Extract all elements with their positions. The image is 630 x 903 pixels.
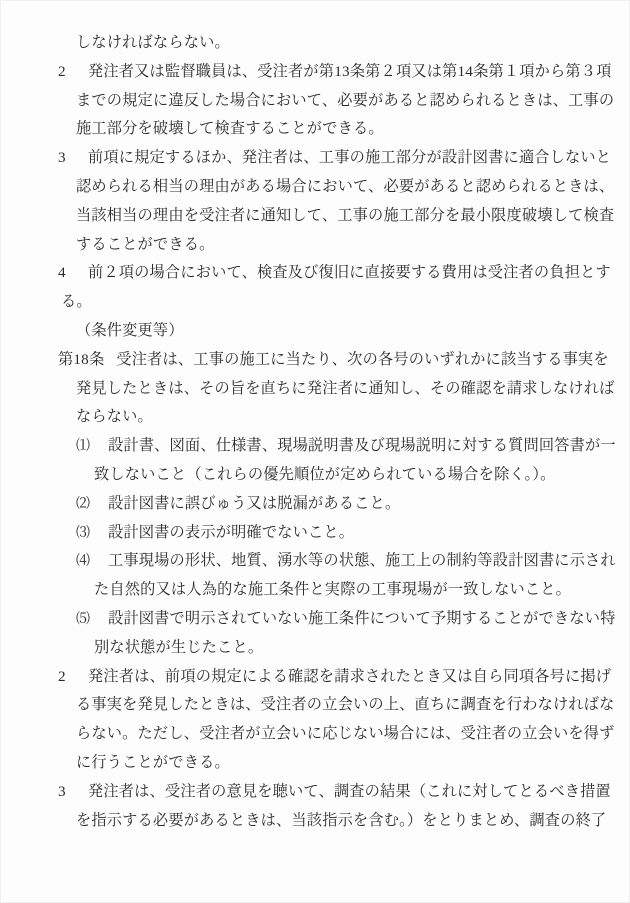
list-item (1, 547, 630, 576)
article-label: 第18条 (58, 350, 105, 368)
paragraph-line: を指示する必要があるときは、当該指示を含む。）をとりまとめ、調査の終了 (76, 811, 607, 829)
list-item-line: た自然的又は人為的な施工条件と実際の工事現場が一致しないこと。 (94, 581, 572, 599)
paragraph-marker-line (1, 259, 630, 288)
list-item (1, 490, 630, 519)
list-item-line: 別な状態が生じたこと。 (94, 638, 264, 656)
paragraph-number: 2 (58, 62, 66, 80)
paragraph-marker-line (1, 144, 630, 173)
article-line: 発見したときは、その旨を直ちに発注者に通知し、その確認を請求しなければ (76, 379, 615, 397)
list-item-line: 致しないこと（これらの優先順位が定められている場合を除く。）。 (94, 465, 556, 483)
list-item-marker: ⑷ (76, 554, 91, 570)
list-item-text: 工事現場の形状、地質、湧水等の状態、施工上の制約等設計図書に示され (108, 552, 616, 570)
list-item-text: 設計図書に誤びゅう又は脱漏があること。 (108, 494, 401, 512)
list-item-text: 設計図書の表示が明確でないこと。 (108, 523, 355, 541)
paragraph-line: 認められる相当の理由がある場合において、必要があると認められるときは、 (76, 177, 615, 195)
list-item-marker: ⑸ (76, 611, 91, 627)
paragraph-marker-line (1, 778, 630, 807)
paragraph-number: 3 (58, 782, 66, 800)
paragraph-number: 3 (58, 149, 66, 167)
paragraph-number: 2 (58, 667, 66, 685)
paragraph-marker-line (1, 58, 630, 87)
paragraph-text: 発注者は、前項の規定による確認を請求されたとき又は自ら同項各号に掲げ (88, 667, 612, 685)
list-item-marker: ⑶ (76, 525, 91, 541)
document-body (1, 29, 630, 835)
list-item (1, 432, 630, 461)
list-item-text: 設計書、図面、仕様書、現場説明書及び現場説明に対する質問回答書が一 (108, 437, 616, 455)
list-item-text: 設計図書で明示されていない施工条件について予期することができない特 (108, 609, 616, 627)
article-text: 受注者は、工事の施工に当たり、次の各号のいずれかに該当する事実を (116, 350, 609, 368)
article-line: ならない。 (76, 408, 153, 426)
list-item (1, 519, 630, 548)
paragraph-hanging-line: る。 (61, 293, 92, 311)
paragraph-line: することができる。 (76, 235, 215, 253)
paragraph-marker-line (1, 663, 630, 692)
carryover-line: しなければならない。 (76, 34, 230, 51)
paragraph-line: る事実を発見したときは、受注者の立会いの上、直ちに調査を行わなければな (76, 696, 615, 714)
paragraph-line: までの規定に違反した場合において、必要があると認められるときは、工事の (76, 91, 615, 109)
paragraph-number: 4 (58, 264, 66, 282)
list-item-marker: ⑵ (76, 496, 91, 512)
paragraph-line: 施工部分を破壊して検査することができる。 (76, 120, 384, 138)
section-heading: （条件変更等） (76, 321, 184, 339)
article-heading-line (1, 346, 630, 375)
paragraph-line: らない。ただし、受注者が立会いに応じない場合には、受注者の立会いを得ず (76, 725, 615, 743)
paragraph-text: 発注者又は監督職員は、受注者が第13条第２項又は第14条第１項から第３項 (88, 62, 612, 80)
paragraph-line: 当該相当の理由を受注者に通知して、工事の施工部分を最小限度破壊して検査 (76, 206, 615, 224)
paragraph-text: 前２項の場合において、検査及び復旧に直接要する費用は受注者の負担とす (88, 264, 611, 282)
paragraph-text: 前項に規定するほか、発注者は、工事の施工部分が設計図書に適合しないと (88, 149, 612, 167)
list-item (1, 605, 630, 634)
list-item-marker: ⑴ (76, 439, 91, 455)
paragraph-text: 発注者は、受注者の意見を聴いて、調査の結果（これに対してとるべき措置 (88, 782, 611, 800)
paragraph-line: に行うことができる。 (76, 753, 230, 771)
